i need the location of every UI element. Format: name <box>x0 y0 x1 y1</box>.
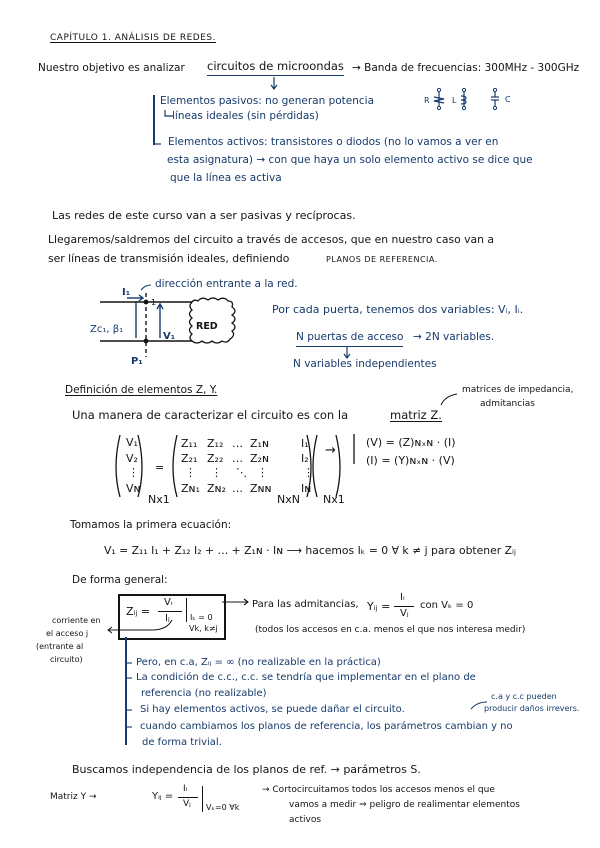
bullet-short-circuit-2: referencia (no realizable) <box>141 688 267 699</box>
z-cell: ⋱ <box>236 466 247 479</box>
down-arrow-icon <box>270 77 280 91</box>
bullet-active-elements: Si hay elementos activos, se puede dañar el circuito. <box>140 704 405 715</box>
independent-variables: N variables independientes <box>293 358 437 370</box>
bullet-short-circuit-1: La condición de c.c., c.c. se tendría que implementar en el plano de <box>136 672 476 683</box>
port-number: 1 <box>151 298 157 307</box>
bullet-open-circuit: Pero, en c.a, Zᵢⱼ = ∞ (no realizable en la práctica) <box>136 657 381 668</box>
i-dim: Nx1 <box>323 493 345 506</box>
z-cell: Z₂₂ <box>207 452 224 465</box>
yij-numerator: Iᵢ <box>400 592 405 603</box>
y-def-numerator: Iᵢ <box>183 784 188 794</box>
z-cell: ⋮ <box>185 466 196 479</box>
z-cell: Zɴɴ <box>250 482 272 495</box>
z-cell: … <box>232 482 243 495</box>
inductor-icon <box>458 88 472 110</box>
evaluation-bar <box>202 786 203 812</box>
matrix-brackets <box>110 432 530 512</box>
equals-sign: = <box>155 461 165 474</box>
v-dim: Nx1 <box>148 493 170 506</box>
left-note-4: circuito) <box>50 655 83 664</box>
y-def-condition: Vₖ=0 ∀k <box>206 803 240 812</box>
characterize-line: Una manera de caracterizar el circuito es con la <box>72 408 349 422</box>
v-vector-1: V₁ <box>126 436 138 449</box>
zij-denominator: Iⱼ <box>165 613 170 624</box>
left-note-1: corriente en <box>52 616 101 625</box>
port-label: P₁ <box>131 356 143 367</box>
right-arrow-icon <box>222 598 252 606</box>
i-vector-3: ⋮ <box>303 466 314 479</box>
y-def-denominator: Vⱼ <box>183 799 191 809</box>
section-heading-zy: Definición de elementos Z, Y. <box>65 384 218 396</box>
fraction-bar <box>158 611 182 612</box>
bullet-note-2: producir daños irrevers. <box>484 704 580 713</box>
microwave-circuits-underlined: circuitos de microondas <box>207 61 344 76</box>
intro-line: Nuestro objetivo es analizar <box>38 62 185 74</box>
left-note-2: el acceso j <box>46 629 89 638</box>
bullet-note-1: c.a y c.c pueden <box>491 692 557 701</box>
z-cell: … <box>232 437 243 450</box>
side-note-matrices-2: admitancias <box>480 399 535 409</box>
admittance-text: Para las admitancias, <box>252 599 359 610</box>
active-elements-3: que la línea es activa <box>170 172 282 184</box>
i-vector-n: Iɴ <box>301 482 312 495</box>
z-cell: Z₂ɴ <box>250 452 269 465</box>
i-vector-2: I₂ <box>301 452 309 465</box>
z-dim: NxN <box>277 493 300 506</box>
fraction-bar <box>178 797 198 798</box>
y-def-label: Yᵢⱼ = <box>152 791 174 802</box>
v-vector-2: V₂ <box>126 452 138 465</box>
capacitor-label: C <box>505 95 511 104</box>
s-note-1: → Cortocircuitamos todos los accesos menos el que <box>262 785 495 795</box>
bullet-arrows <box>126 658 136 758</box>
current-label: I₁ <box>122 287 131 298</box>
s-note-3: activos <box>289 815 322 825</box>
s-parameters-line: Buscamos independencia de los planos de ref. → parámetros S. <box>72 763 421 776</box>
fraction-bar <box>394 606 414 607</box>
zij-label: Zᵢⱼ = <box>126 605 151 618</box>
bullet-reference-planes-2: de forma trivial. <box>142 737 222 748</box>
line-params-label: Zc₁, β₁ <box>90 324 124 335</box>
first-equation-intro: Tomamos la primera ecuación: <box>70 519 232 531</box>
resistor-icon <box>432 88 446 110</box>
paragraph-access-2: ser líneas de transmisión ideales, definiendo <box>48 252 290 265</box>
left-note-3: (entrante al <box>36 642 84 651</box>
z-cell: Z₁₂ <box>207 437 224 450</box>
matrix-z-underlined: matriz Z. <box>390 408 442 422</box>
n-ports: N puertas de acceso <box>296 332 403 347</box>
branch-icon <box>153 141 163 147</box>
z-cell: ⋮ <box>257 466 268 479</box>
zij-numerator: Vᵢ <box>164 597 173 608</box>
n-variables: → 2N variables. <box>413 331 495 343</box>
z-cell: Zɴ₂ <box>207 482 226 495</box>
z-cell: ⋮ <box>211 466 222 479</box>
matrix-y-label: Matriz Y → <box>50 792 97 802</box>
z-cell: Z₁₁ <box>181 437 198 450</box>
z-cell: Z₁ɴ <box>250 437 269 450</box>
v-vector-3: ⋮ <box>128 466 139 479</box>
tree-connector <box>153 95 155 145</box>
capacitor-icon <box>489 88 503 110</box>
z-cell: … <box>232 452 243 465</box>
chapter-title: CAPÍTULO 1. ANÁLISIS DE REDES. <box>50 33 216 43</box>
bullet-reference-planes-1: cuando cambiamos los planos de referencia, los parámetros cambian y no <box>140 721 513 732</box>
voltage-label: V₁ <box>163 331 176 342</box>
frequency-band: → Banda de frecuencias: 300MHz - 300GHz <box>352 62 580 74</box>
note-arrow-icon <box>140 283 152 291</box>
s-note-2: vamos a medir ⇒ peligro de realimentar elementos <box>289 800 520 810</box>
relation-i-yv: (I) = (Y)ɴₓɴ · (V) <box>366 454 455 467</box>
active-elements-1: Elementos activos: transistores o diodos (no lo vamos a ver en <box>168 136 499 148</box>
i-vector-1: I₁ <box>301 437 309 450</box>
relation-v-zi: (V) = (Z)ɴₓɴ · (I) <box>366 436 456 449</box>
arrow-icon: → <box>325 443 336 458</box>
note-arrow-icon <box>440 392 460 406</box>
direction-note: dirección entrante a la red. <box>155 278 298 290</box>
yij-denominator: Vⱼ <box>400 608 409 619</box>
note-arrow-icon <box>100 618 220 638</box>
first-equation: V₁ = Z₁₁ I₁ + Z₁₂ I₂ + … + Z₁ɴ · Iɴ ⟶ hacemos Iₖ = 0 ∀ k ≠ j para obtener Zᵢⱼ <box>104 544 516 557</box>
paragraph-passive-reciprocal: Las redes de este curso van a ser pasivas y recíprocas. <box>52 209 356 222</box>
paragraph-access-1: Llegaremos/saldremos del circuito a través de accesos, que en nuestro caso van a <box>48 233 495 246</box>
branch-icon <box>164 110 174 118</box>
active-elements-2: esta asignatura) → con que haya un solo elemento activo se dice que <box>167 154 533 166</box>
passive-elements: Elementos pasivos: no generan potencia <box>160 95 375 107</box>
yij-condition: con Vₖ = 0 <box>420 600 474 611</box>
v-vector-n: Vɴ <box>126 482 141 495</box>
admittance-note: (todos los accesos en c.a. menos el que nos interesa medir) <box>255 625 526 635</box>
inductor-label: L <box>452 96 457 105</box>
zij-condition-2: Vk, k≠j <box>189 624 218 633</box>
zij-condition-1: Iₖ = 0 <box>190 613 213 622</box>
z-cell: Z₂₁ <box>181 452 198 465</box>
reference-planes: PLANOS DE REFERENCIA. <box>326 255 438 264</box>
side-note-matrices-1: matrices de impedancia, <box>462 385 574 395</box>
z-cell: Zɴ₁ <box>181 482 200 495</box>
resistor-label: R <box>424 96 430 105</box>
ideal-lines: líneas ideales (sin pérdidas) <box>172 110 319 122</box>
yij-label: Yᵢⱼ = <box>367 600 391 613</box>
general-form-heading: De forma general: <box>72 574 168 586</box>
network-label: RED <box>196 321 218 332</box>
per-port-variables: Por cada puerta, tenemos dos variables: Vᵢ, Iᵢ. <box>272 303 524 316</box>
